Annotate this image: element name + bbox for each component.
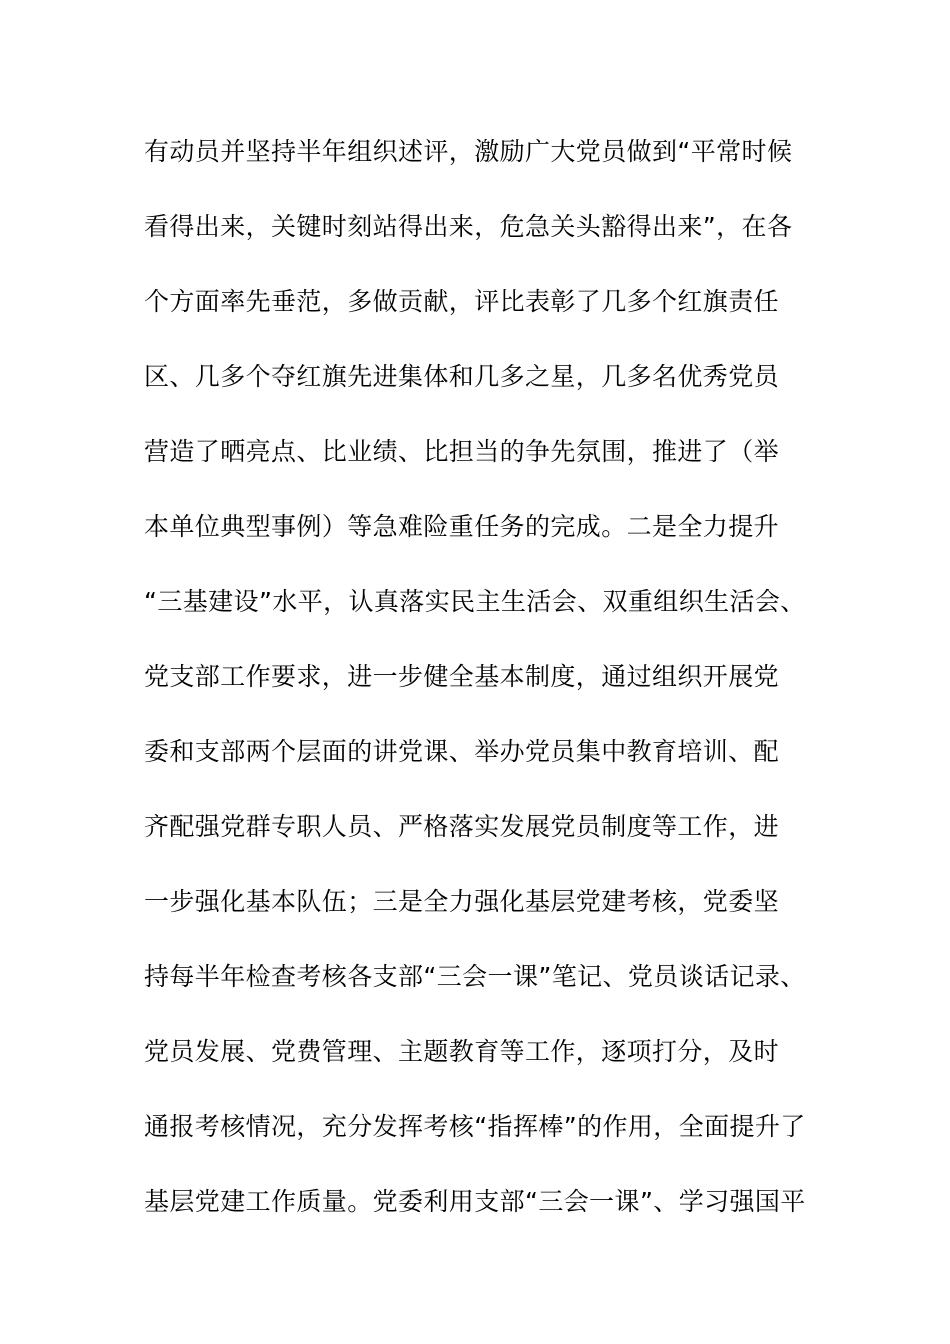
- text-line: 一步强化基本队伍；三是全力强化基层党建考核，党委坚: [144, 887, 780, 916]
- text-line: 齐配强党群专职人员、严格落实发展党员制度等工作，进: [144, 812, 780, 841]
- text-line: 有动员并坚持半年组织述评，激励广大党员做到“平常时候: [144, 137, 793, 166]
- text-line: 区、几多个夺红旗先进集体和几多之星，几多名优秀党员: [144, 362, 780, 391]
- text-line: 基层党建工作质量。党委利用支部“三会一课”、学习强国平: [144, 1187, 806, 1216]
- text-line: 委和支部两个层面的讲党课、举办党员集中教育培训、配: [144, 737, 780, 766]
- text-line: 持每半年检查考核各支部“三会一课”笔记、党员谈话记录、: [144, 962, 806, 991]
- text-line: 党员发展、党费管理、主题教育等工作，逐项打分，及时: [144, 1037, 780, 1066]
- text-line: 党支部工作要求，进一步健全基本制度，通过组织开展党: [144, 662, 780, 691]
- text-line: “三基建设”水平，认真落实民主生活会、双重组织生活会、: [144, 587, 806, 616]
- text-line: 看得出来，关键时刻站得出来，危急关头豁得出来”，在各: [144, 212, 793, 241]
- text-line: 营造了晒亮点、比业绩、比担当的争先氛围，推进了（举: [144, 437, 780, 466]
- text-line: 本单位典型事例）等急难险重任务的完成。二是全力提升: [144, 512, 780, 541]
- body-text: [144, 128, 824, 1253]
- text-line: 通报考核情况，充分发挥考核“指挥棒”的作用，全面提升了: [144, 1112, 806, 1141]
- text-line: 个方面率先垂范，多做贡献，评比表彰了几多个红旗责任: [144, 287, 780, 316]
